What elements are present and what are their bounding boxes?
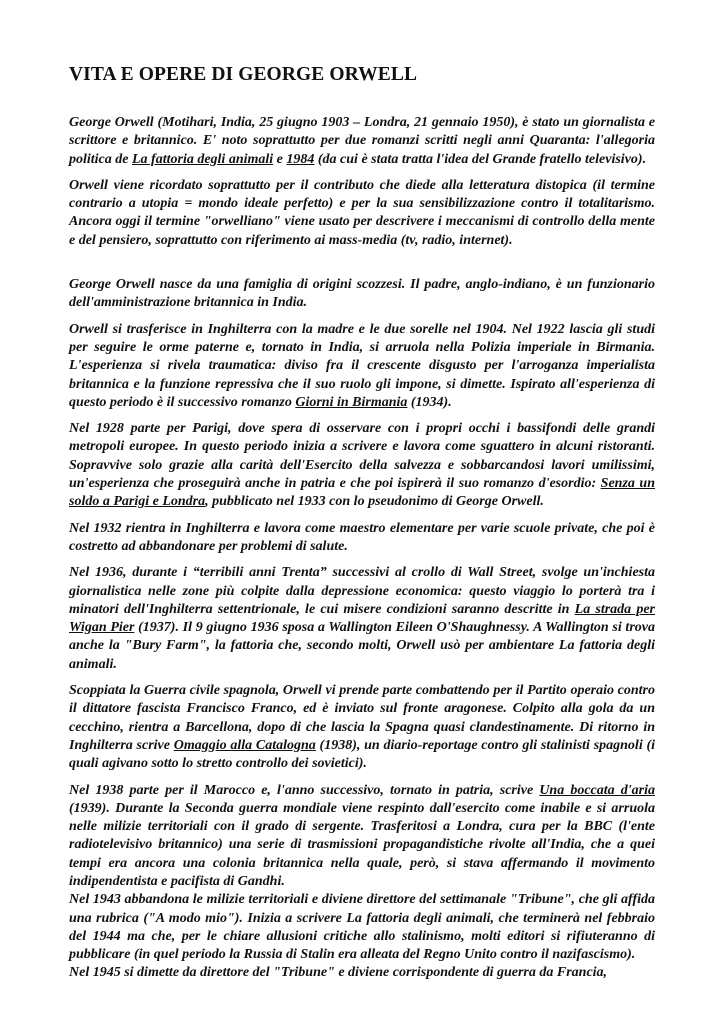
paragraph-marocco [69, 782, 655, 892]
link-fattoria[interactable]: La fattoria degli animali [132, 151, 274, 167]
paragraph-birmania [69, 321, 655, 412]
paragraph-spagna [69, 682, 655, 773]
text-run: (1937). Il 9 giugno 1936 sposa a Wallington Eileen O'Shaughnessy. A Wallington si trova anche la "Bury Farm", la fattoria che, secondo molti, Orwell usò per ambientare La fattoria degli animali. [69, 620, 655, 672]
paragraph-distopia: Orwell viene ricordato soprattutto per il contributo che diede alla letteratura distopica (il termine contrario a utopia = mondo ideale perfetto) e per la sua sensibilizzazione contro il totalitarismo. Ancora oggi il termine "orwelliano" viene usato per descrivere i meccanismi di controllo della mente e del pensiero, soprattutto con riferimento ai mass-media (tv, radio, internet). [69, 177, 655, 248]
text-run: Nel 1938 parte per il Marocco e, l'anno successivo, tornato in patria, scrive [69, 782, 540, 798]
link-senza-un-soldo[interactable]: Senza un soldo a Parigi e Londra [69, 476, 655, 510]
link-strada-wigan-pier[interactable]: La strada per Wigan Pier [69, 601, 656, 636]
text-run: Scoppiata la Guerra civile spagnola, Orwell vi prende parte combattendo per il Partito operaio contro il dittatore fascista Francisco Franco, ed è inviato sul fronte aragonese. Colpito alla gola da un cecchino, rientra a Barcellona, dopo di che lascia la Spagna quasi clandestinamente. Di ritorno in Inghilterra scrive [69, 683, 655, 753]
page-title: VITA E OPERE DI GEORGE ORWELL [69, 64, 418, 85]
text-run: George Orwell (Motihari, India, 25 giugno 1903 – Londra, 21 gennaio 1950), è stato un giornalista e scrittore e britannico. E' noto soprattutto per due romanzi scritti negli anni Quaranta: l'allegoria politica de [69, 115, 655, 167]
paragraph-tribune: Nel 1943 abbandona le milizie territoriali e diviene direttore del settimanale "Tribune", che gli affida una rubrica ("A modo mio"). Inizia a scrivere La fattoria degli animali, che terminerà nel febbraio del 1944 ma che, per le chiare allusioni critiche allo stalinismo, molti editori si rifiuteranno di pubblicare (in quel periodo la Russia di Stalin era alleata del Regno Unito contro il nazifascismo). [69, 892, 655, 963]
text-run: e [273, 151, 287, 167]
text-run: Nel 1928 parte per Parigi, dove spera di osservare con i propri occhi i bassifondi delle grandi metropoli europee. In questo periodo inizia a scrivere e lavora come sguattero in alcuni ristoranti. Sopravvive solo grazie alla carità dell'Esercito della salvezza e sobbarcandosi lavori umilissimi, un'esperienza che proseguirà anche in patria e che poi ispirerà il suo romanzo d'esordio: [69, 421, 655, 492]
document-page [69, 64, 655, 983]
paragraph-origins: George Orwell nasce da una famiglia di origini scozzesi. Il padre, anglo-indiano, è un funzionario dell'amministrazione britannica in India. [69, 277, 655, 311]
paragraph-wigan [69, 564, 655, 674]
link-omaggio-catalogna[interactable]: Omaggio alla Catalogna [173, 737, 316, 753]
text-run: , pubblicato nel 1933 con lo pseudonimo di George Orwell. [205, 494, 544, 510]
text-run: Nel 1936, durante i “terribili anni Trenta” successivi al crollo di Wall Street, svolge un'inchiesta giornalistica nelle zone più colpite dalla depressione economica: questo viaggio lo porterà tra i minatori dell'Inghilterra settentrionale, le cui misere condizioni saranno descritte in [69, 565, 655, 617]
paragraph-corrispondente: Nel 1945 si dimette da direttore del "Tribune" e diviene corrispondente di guerra da Francia, [69, 965, 608, 981]
text-run: Orwell si trasferisce in Inghilterra con la madre e le due sorelle nel 1904. Nel 1922 lascia gli studi per seguire le orme paterne e, tornato in India, si arruola nella Polizia imperiale in Birmania. L'esperienza si rivela traumatica: diviso fra il crescente disgusto per l'arroganza imperialista britannica e la funzione repressiva che il suo ruolo gli impone, si dimette. Ispirato all'esperienza di questo periodo è il successivo romanzo [69, 321, 655, 410]
text-run: (1938), un diario-reportage contro gli stalinisti spagnoli (i quali agivano sotto lo stretto controllo dei sovietici). [69, 737, 656, 772]
link-boccata-aria[interactable]: Una boccata d'aria [539, 782, 655, 798]
link-1984[interactable]: 1984 [286, 151, 315, 167]
paragraph-parigi [69, 420, 655, 511]
text-run: (1934). [407, 394, 452, 410]
paragraph-intro [69, 114, 655, 169]
paragraph-maestro: Nel 1932 rientra in Inghilterra e lavora come maestro elementare per varie scuole private, che poi è costretto ad abbandonare per problemi di salute. [69, 520, 655, 554]
text-run: (da cui è stata tratta l'idea del Grande fratello televisivo). [314, 151, 647, 167]
text-run: (1939). Durante la Seconda guerra mondiale viene respinto dall'esercito come inabile e si arruola nelle milizie territoriali con il grado di sergente. Trasferitosi a Londra, cura per la BBC (l'ente radiotelevisivo britannico) una serie di trasmissioni propagandistiche rivolte all'India, che a quei tempi era ancora una colonia britannica nella quale, però, si stava affermando il movimento indipendentista e pacifista di Gandhi. [69, 800, 655, 889]
link-giorni-in-birmania[interactable]: Giorni in Birmania [295, 394, 408, 410]
